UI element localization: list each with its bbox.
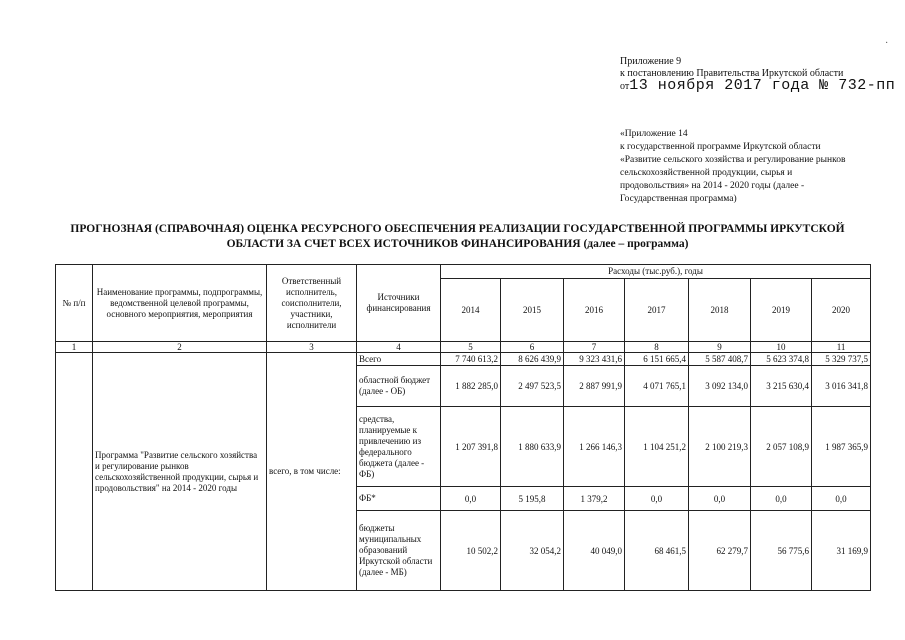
header-year-2018: 2018 [689,279,751,342]
column-number: 9 [689,342,751,353]
source-federal-budget-star: ФБ* [357,487,441,511]
value-cell: 32 054,2 [501,511,564,591]
header-responsible: Ответственный исполнитель, соисполнители, участники, исполнители [267,265,357,342]
program-name: Программа "Развитие сельского хозяйства и регулирование рынков сельскохозяйственной продукции, сырья и продовольствия" на 2014 - 2020 годы [93,353,267,591]
document-title [40,222,875,252]
source-regional-budget: областной бюджет (далее - ОБ) [357,366,441,407]
column-number: 5 [441,342,501,353]
value-cell: 31 169,9 [812,511,871,591]
value-cell: 3 215 630,4 [751,366,812,407]
appendix-9-date-line [620,77,896,94]
date-stamp: 13 ноября 2017 года № 732-пп [629,77,896,94]
source-federal-budget: средства, планируемые к привлечению из федерального бюджета (далее - ФБ) [357,407,441,487]
header-year-2016: 2016 [564,279,625,342]
value-cell: 2 887 991,9 [564,366,625,407]
appendix-9-header [620,56,895,93]
value-cell: 9 323 431,6 [564,353,625,366]
header-num: № п/п [56,265,93,342]
value-cell: 1 379,2 [564,487,625,511]
value-cell: 10 502,2 [441,511,501,591]
value-cell: 8 626 439,9 [501,353,564,366]
value-cell: 0,0 [812,487,871,511]
value-cell: 3 016 341,8 [812,366,871,407]
value-cell: 5 623 374,8 [751,353,812,366]
value-cell: 6 151 665,4 [625,353,689,366]
column-number: 4 [357,342,441,353]
value-cell: 5 195,8 [501,487,564,511]
value-cell: 0,0 [689,487,751,511]
value-cell: 0,0 [625,487,689,511]
header-year-2020: 2020 [812,279,871,342]
value-cell: 1 880 633,9 [501,407,564,487]
value-cell: 56 775,6 [751,511,812,591]
resource-table [55,264,871,591]
value-cell: 1 104 251,2 [625,407,689,487]
value-cell: 7 740 613,2 [441,353,501,366]
value-cell: 1 882 285,0 [441,366,501,407]
value-cell: 4 071 765,1 [625,366,689,407]
value-cell: 2 057 108,9 [751,407,812,487]
column-number: 8 [625,342,689,353]
table-row [56,353,871,366]
header-sources: Источники финансирования [357,265,441,342]
header-name: Наименование программы, подпрограммы, ведомственной целевой программы, основного мероприятия, мероприятия [93,265,267,342]
column-number: 10 [751,342,812,353]
appendix-14-line-5: продовольствия» на 2014 - 2020 годы (далее - [620,181,805,191]
column-number: 2 [93,342,267,353]
column-number-row [56,342,871,353]
value-cell: 1 207 391,8 [441,407,501,487]
appendix-14-line-6: Государственная программа) [620,194,737,204]
column-number: 11 [812,342,871,353]
row-number-cell [56,353,93,591]
appendix-14-line-2: к государственной программе Иркутской области [620,142,821,152]
value-cell: 1 266 146,3 [564,407,625,487]
value-cell: 0,0 [751,487,812,511]
column-number: 7 [564,342,625,353]
appendix-9-line-1: Приложение 9 [620,56,682,67]
value-cell: 5 329 737,5 [812,353,871,366]
appendix-14-line-4: сельскохозяйственной продукции, сырья и [620,168,793,178]
value-cell: 3 092 134,0 [689,366,751,407]
column-number: 6 [501,342,564,353]
value-cell: 40 049,0 [564,511,625,591]
value-cell: 68 461,5 [625,511,689,591]
appendix-14-line-3: «Развитие сельского хозяйства и регулирование рынков [620,155,846,165]
header-year-2015: 2015 [501,279,564,342]
appendix-9-line-2: к постановлению Правительства Иркутской области [620,68,844,79]
value-cell: 62 279,7 [689,511,751,591]
header-expenses: Расходы (тыс.руб.), годы [441,265,871,279]
source-total: Всего [357,353,441,366]
source-municipal-budgets: бюджеты муниципальных образований Иркутской области (далее - МБ) [357,511,441,591]
value-cell: 1 987 365,9 [812,407,871,487]
column-number: 3 [267,342,357,353]
header-year-2019: 2019 [751,279,812,342]
column-number: 1 [56,342,93,353]
corner-mark: · [885,38,889,49]
appendix-14-header [620,128,890,206]
document-title-line-2: ОБЛАСТИ ЗА СЧЕТ ВСЕХ ИСТОЧНИКОВ ФИНАНСИРОВАНИЯ (далее – программа) [226,238,689,250]
document-title-line-1: ПРОГНОЗНАЯ (СПРАВОЧНАЯ) ОЦЕНКА РЕСУРСНОГО ОБЕСПЕЧЕНИЯ РЕАЛИЗАЦИИ ГОСУДАРСТВЕННОЙ ПРОГРАММЫ ИРКУТСКОЙ [70,223,845,235]
from-label: от [620,81,630,92]
header-year-2017: 2017 [625,279,689,342]
value-cell: 2 497 523,5 [501,366,564,407]
header-year-2014: 2014 [441,279,501,342]
value-cell: 0,0 [441,487,501,511]
value-cell: 5 587 408,7 [689,353,751,366]
appendix-14-line-1: «Приложение 14 [620,129,688,139]
responsible-executor: всего, в том числе: [267,353,357,591]
value-cell: 2 100 219,3 [689,407,751,487]
